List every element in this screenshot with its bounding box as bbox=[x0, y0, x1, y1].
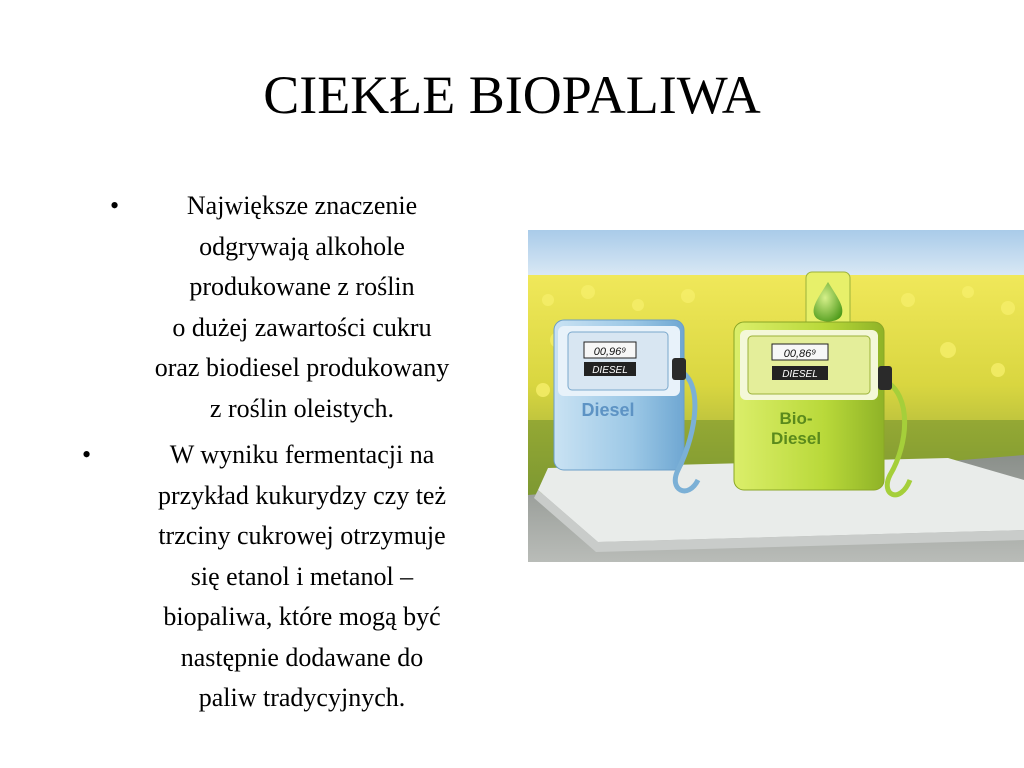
bullet-line: biopaliwa, które mogą być bbox=[163, 602, 441, 631]
left-pump-fuel-label: DIESEL bbox=[592, 365, 628, 376]
bullet-line: trzciny cukrowej otrzymuje bbox=[158, 521, 446, 550]
bullet-dot-icon: • bbox=[110, 191, 120, 220]
bullet-line: Największe znaczenie bbox=[186, 191, 418, 220]
bullet-line: przykład kukurydzy czy też bbox=[157, 480, 447, 510]
left-pump-body-text: Diesel bbox=[581, 400, 635, 420]
fuel-pumps-illustration bbox=[528, 230, 1024, 562]
right-pump-nozzle-icon bbox=[878, 366, 892, 390]
left-pump-price: 00,96⁹ bbox=[593, 346, 627, 358]
right-pump-body-text-line1: Bio- bbox=[779, 409, 813, 428]
bullet-line: następnie dodawane do bbox=[180, 642, 424, 672]
bullet-line: się etanol i metanol – bbox=[190, 561, 414, 591]
bullet-line: W wyniku fermentacji na bbox=[169, 440, 435, 469]
bullet-line: paliw tradycyjnych. bbox=[198, 683, 406, 712]
bullet-line: o dużej zawartości cukru bbox=[172, 312, 432, 342]
bullet-list bbox=[72, 186, 512, 725]
bullet-line: oraz biodiesel produkowany bbox=[154, 353, 450, 382]
slide-title: CIEKŁE BIOPALIWA bbox=[263, 65, 761, 125]
bullet-item bbox=[72, 186, 512, 429]
bullet-line: produkowane z roślin bbox=[189, 272, 415, 301]
bullet-line: z roślin oleistych. bbox=[209, 393, 395, 423]
fuel-pumps-image bbox=[528, 230, 1024, 562]
diesel-pump-left bbox=[554, 320, 698, 491]
right-pump-price: 00,86⁹ bbox=[783, 348, 817, 360]
left-pump-nozzle-icon bbox=[672, 358, 686, 380]
bullet-line: odgrywają alkohole bbox=[199, 231, 405, 261]
right-pump-body-text-line2: Diesel bbox=[770, 429, 822, 448]
bullet-dot-icon: • bbox=[82, 440, 92, 469]
right-pump-fuel-label: DIESEL bbox=[782, 369, 818, 380]
bullet-item bbox=[72, 435, 512, 719]
